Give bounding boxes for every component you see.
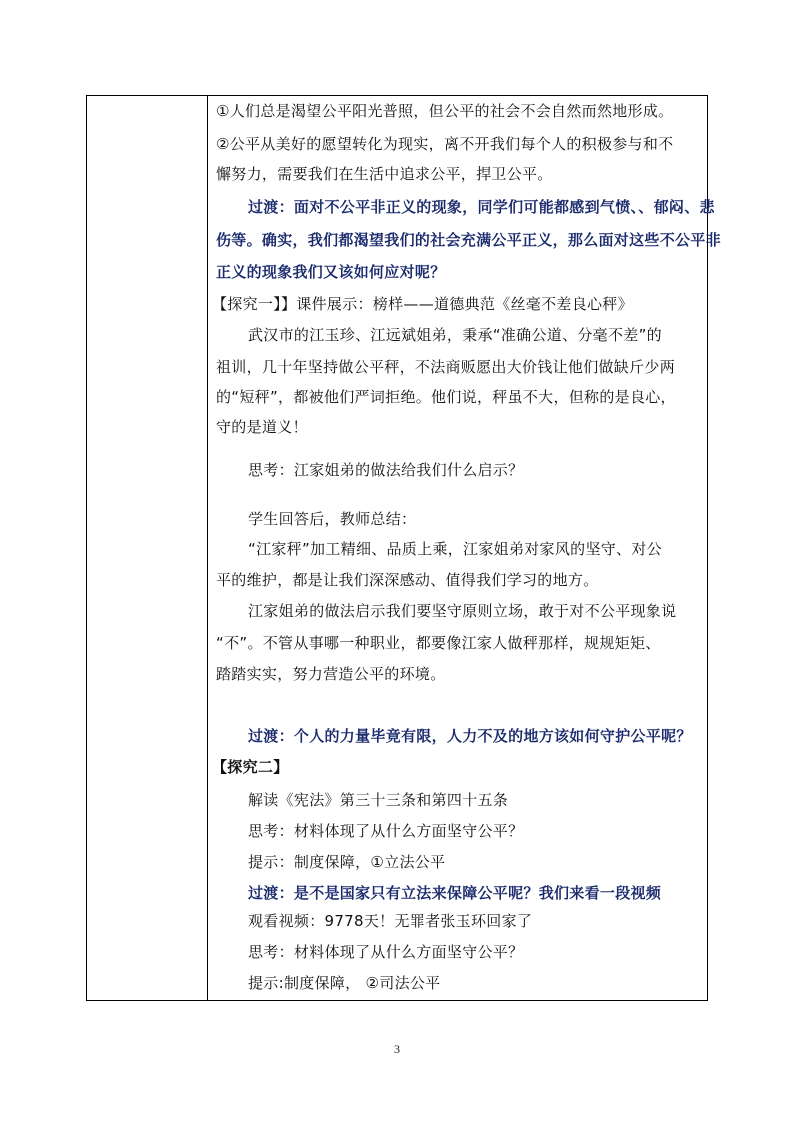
question-text: 思考：江家姐弟的做法给我们什么启示？	[248, 461, 524, 479]
text-line: 懈努力，需要我们在生活中追求公平，捍卫公平。	[216, 165, 553, 183]
text-line: 平的维护，都是让我们深深感动、值得我们学习的地方。	[216, 571, 599, 589]
text-line: 的“短秤”，都被他们严词拒绝。他们说，秤虽不大，但称的是良心，	[216, 388, 676, 406]
transition-text: 过渡：是不是国家只有立法来保障公平呢？我们来看一段视频	[248, 884, 662, 902]
text-line: 武汉市的江玉珍、江远斌姐弟，秉承“准确公道、分毫不差”的	[248, 326, 662, 344]
hint-text: 提示:制度保障， ②司法公平	[248, 974, 441, 992]
text-line: 学生回答后，教师总结：	[248, 510, 417, 528]
lesson-table	[86, 95, 721, 1001]
text-line: ①人们总是渴望公平阳光普照，但公平的社会不会自然而然地形成。	[216, 102, 674, 120]
text-line: “江家秤”加工精细、品质上乘，江家姐弟对家风的坚守、对公	[248, 540, 662, 558]
text-line: 守的是道义！	[216, 418, 308, 436]
table-content-column	[208, 96, 721, 1000]
transition-text: 伤等。确实，我们都渴望我们的社会充满公平正义，那么面对这些不公平非	[216, 231, 721, 249]
question-text: 思考：材料体现了从什么方面坚守公平？	[248, 943, 524, 961]
text-line: 踏踏实实，努力营造公平的环境。	[216, 665, 446, 683]
question-text: 思考：材料体现了从什么方面坚守公平？	[248, 822, 524, 840]
transition-text: 过渡：个人的力量毕竟有限，人力不及的地方该如何守护公平呢？	[248, 727, 692, 745]
text-line: 解读《宪法》第三十三条和第四十五条	[248, 791, 509, 809]
text-line: 观看视频：9778天！无罪者张玉环回家了	[248, 912, 533, 930]
page-number: 3	[394, 1042, 400, 1056]
text-line: 祖训，几十年坚持做公平秤，不法商贩愿出大价钱让他们做缺斤少两	[216, 358, 676, 376]
inquiry-one-heading: 【探究一】】课件展示：榜样——道德典范《丝毫不差良心秤》	[212, 295, 633, 313]
transition-text: 过渡：面对不公平非正义的现象，同学们可能都感到气愤、、郁闷、悲	[248, 198, 715, 216]
text-line: “不”。不管从事哪一种职业，都要像江家人做秤那样，规规矩矩、	[216, 634, 661, 652]
text-line: 江家姐弟的做法启示我们要坚守原则立场，敢于对不公平现象说	[248, 602, 677, 620]
inquiry-two-heading: 【探究二】	[212, 758, 289, 776]
hint-text: 提示：制度保障，①立法公平	[248, 853, 446, 871]
transition-text: 正义的现象我们又该如何应对呢？	[216, 263, 446, 281]
text-line: ②公平从美好的愿望转化为现实，离不开我们每个人的积极参与和不	[216, 135, 674, 153]
table-left-column	[87, 96, 208, 1000]
